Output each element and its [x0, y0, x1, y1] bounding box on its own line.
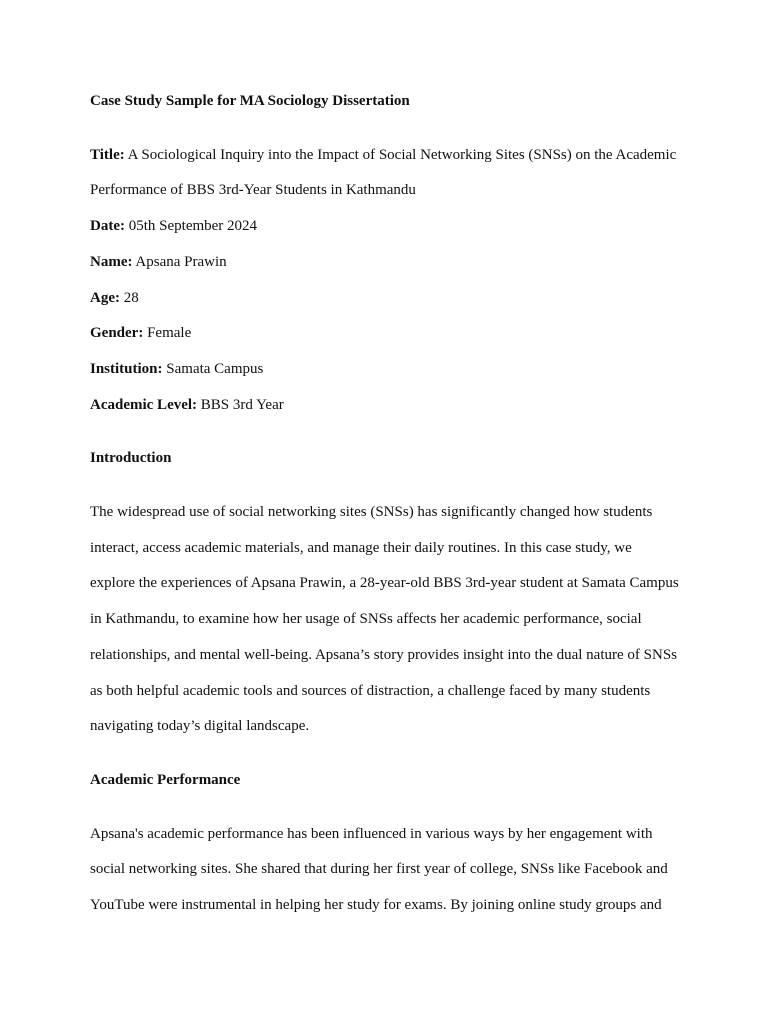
spacer [90, 423, 680, 441]
title-label: Title: [90, 146, 125, 163]
spacer [90, 745, 680, 763]
gender-value: Female [143, 325, 192, 342]
title-field [90, 138, 680, 209]
academic-performance-heading: Academic Performance [90, 771, 241, 788]
gender-label: Gender: [90, 325, 144, 342]
institution-field [90, 352, 680, 388]
academic-level-field [90, 388, 680, 424]
academic-level-value: BBS 3rd Year [197, 396, 284, 413]
institution-value: Samata Campus [162, 360, 264, 377]
academic-level-label: Academic Level: [90, 396, 198, 413]
date-label: Date: [90, 218, 125, 235]
spacer [90, 120, 680, 138]
academic-performance-paragraph: Apsana's academic performance has been influenced in various ways by her engagement with social networking sites. She shared that during her first year of college, SNSs like Facebook and YouTube were instrumental in helping her study for exams. By joining online study groups and [90, 825, 668, 914]
age-field [90, 281, 680, 317]
age-value: 28 [120, 289, 139, 306]
introduction-paragraph: The widespread use of social networking sites (SNSs) has significantly changed how students interact, access academic materials, and manage their daily routines. In this case study, we explore the experiences of Apsana Prawin, a 28-year-old BBS 3rd-year student at Samata Campus in Kathmandu, to examine how her usage of SNSs affects her academic performance, social relationships, and mental well-being. Apsana’s story provides insight into the dual nature of SNSs as both helpful academic tools and sources of distraction, a challenge faced by many students navigating today’s digital landscape. [90, 504, 679, 735]
name-field [90, 245, 680, 281]
document-header: Case Study Sample for MA Sociology Dissertation [90, 93, 410, 109]
spacer [90, 799, 680, 817]
institution-label: Institution: [90, 360, 163, 377]
gender-field [90, 316, 680, 352]
document-body [90, 84, 680, 924]
age-label: Age: [90, 289, 120, 306]
date-field [90, 209, 680, 245]
name-label: Name: [90, 253, 133, 270]
title-value: A Sociological Inquiry into the Impact of Social Networking Sites (SNSs) on the Academic Performance of BBS 3rd-Year Students in Kathmandu [90, 146, 677, 199]
introduction-heading: Introduction [90, 450, 172, 467]
name-value: Apsana Prawin [132, 253, 227, 270]
spacer [90, 477, 680, 495]
date-value: 05th September 2024 [124, 218, 258, 235]
